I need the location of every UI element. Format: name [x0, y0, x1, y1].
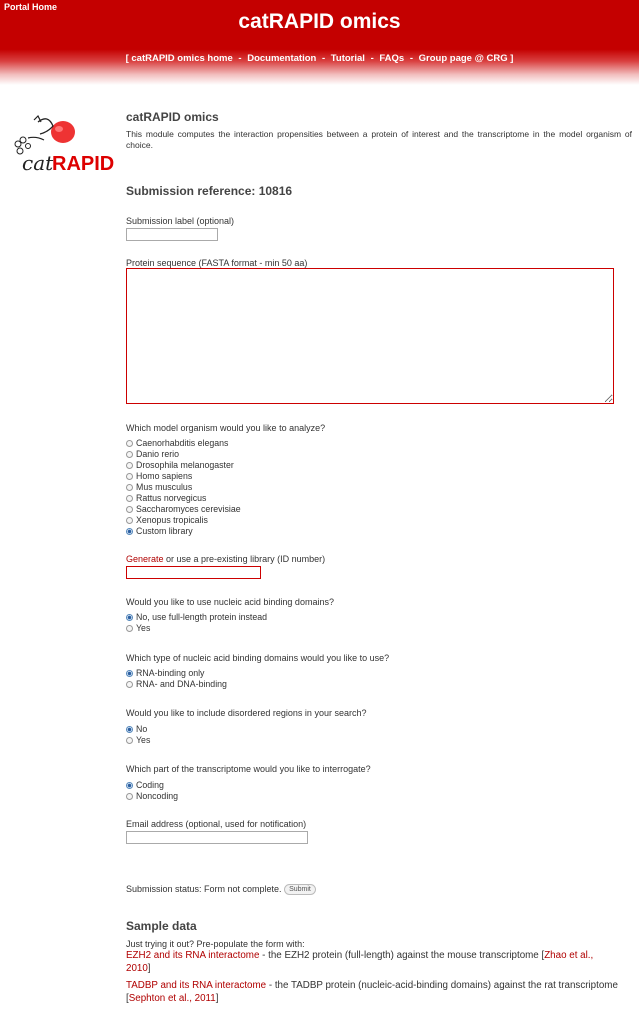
domain-type-options: [126, 668, 227, 690]
reference-link-sephton[interactable]: Sephton et al., 2011: [128, 992, 216, 1004]
sample-data-title: Sample data: [126, 919, 197, 933]
disordered-option[interactable]: [126, 735, 150, 746]
domain-type-option-label: RNA- and DNA-binding: [136, 679, 227, 689]
module-title: catRAPID omics: [126, 110, 219, 124]
nav-separator: -: [238, 53, 242, 64]
sample-item-ezh2: [126, 950, 620, 975]
organism-option[interactable]: [126, 438, 241, 449]
nav-bracket-close: ]: [510, 53, 514, 64]
sample-close-bracket: ]: [147, 962, 151, 974]
sample-desc: - the TADBP protein (nucleic-acid-binding domains) against the rat transcriptome [: [126, 980, 618, 1004]
nucleic-domains-option[interactable]: [126, 623, 267, 634]
sample-desc: - the EZH2 protein (full-length) against the mouse transcriptome [: [259, 950, 545, 961]
organism-option-selected[interactable]: [126, 526, 241, 537]
sample-data-intro: Just trying it out? Pre-populate the form with:: [126, 939, 305, 949]
organism-option[interactable]: [126, 471, 241, 482]
transcriptome-option-selected[interactable]: [126, 780, 178, 791]
nav-link-group-page[interactable]: Group page @ CRG: [418, 53, 508, 64]
reference-link-zhao[interactable]: Zhao et al., 2010: [126, 950, 594, 974]
radio-button-selected[interactable]: [126, 614, 133, 621]
logo-text-cat: cat: [22, 151, 54, 174]
radio-button[interactable]: [126, 517, 133, 524]
disordered-option-selected[interactable]: [126, 724, 150, 735]
radio-button[interactable]: [126, 451, 133, 458]
radio-button-selected[interactable]: [126, 670, 133, 677]
domain-type-option-selected[interactable]: [126, 668, 227, 679]
organism-option[interactable]: [126, 504, 241, 515]
radio-button[interactable]: [126, 737, 133, 744]
submission-label-caption: Submission label (optional): [126, 216, 235, 226]
nav-link-faqs[interactable]: FAQs: [379, 53, 405, 64]
radio-button[interactable]: [126, 495, 133, 502]
organism-option-label: Rattus norvegicus: [136, 493, 207, 503]
organism-option-label: Drosophila melanogaster: [136, 460, 234, 470]
radio-button-selected[interactable]: [126, 528, 133, 535]
submission-status: [126, 884, 316, 895]
submit-button[interactable]: Submit: [284, 884, 316, 895]
organism-option-label: Xenopus tropicalis: [136, 515, 208, 525]
radio-button-selected[interactable]: [126, 726, 133, 733]
disordered-options: [126, 724, 150, 746]
organism-option-label: Homo sapiens: [136, 471, 193, 481]
nav-link-home[interactable]: catRAPID omics home: [131, 53, 233, 64]
nucleic-domains-options: [126, 612, 267, 634]
radio-button-selected[interactable]: [126, 782, 133, 789]
catrapid-logo-graphic: [8, 112, 114, 174]
organism-option-label: Caenorhabditis elegans: [136, 438, 229, 448]
radio-button[interactable]: [126, 473, 133, 480]
organism-option[interactable]: [126, 482, 241, 493]
library-caption: [126, 554, 325, 564]
radio-button[interactable]: [126, 793, 133, 800]
radio-button[interactable]: [126, 462, 133, 469]
disordered-option-label: Yes: [136, 735, 151, 745]
nucleic-domains-option-label: No, use full-length protein instead: [136, 612, 268, 622]
sample-item-tadbp: [126, 980, 620, 1005]
radio-button[interactable]: [126, 440, 133, 447]
disordered-question: Would you like to include disordered regions in your search?: [126, 708, 367, 718]
organism-option[interactable]: [126, 460, 241, 471]
transcriptome-option-label: Coding: [136, 780, 164, 790]
organism-option[interactable]: [126, 449, 241, 460]
organism-option-label: Saccharomyces cerevisiae: [136, 504, 241, 514]
radio-button[interactable]: [126, 625, 133, 632]
radio-button[interactable]: [126, 506, 133, 513]
nucleic-domains-option-selected[interactable]: [126, 612, 267, 623]
top-navigation: [0, 53, 639, 64]
email-input[interactable]: [126, 831, 308, 844]
module-description: This module computes the interaction propensities between a protein of interest and the transcriptome in the model organism of choice.: [126, 129, 632, 150]
sample-close-bracket: ]: [215, 992, 219, 1004]
sample-link-ezh2[interactable]: EZH2 and its RNA interactome: [126, 950, 260, 961]
transcriptome-option-label: Noncoding: [136, 791, 179, 801]
nav-separator: -: [321, 53, 326, 64]
domain-type-option-label: RNA-binding only: [136, 668, 205, 678]
nucleic-domains-question: Would you like to use nucleic acid binding domains?: [126, 597, 334, 607]
protein-sequence-textarea[interactable]: [126, 268, 614, 404]
protein-sequence-caption: Protein sequence (FASTA format - min 50 aa): [126, 258, 308, 268]
radio-button[interactable]: [126, 681, 133, 688]
nav-separator: -: [409, 53, 414, 64]
organism-options: [126, 438, 241, 537]
nav-separator: -: [370, 53, 374, 64]
organism-option[interactable]: [126, 493, 241, 504]
organism-option[interactable]: [126, 515, 241, 526]
radio-button[interactable]: [126, 484, 133, 491]
library-id-input[interactable]: [126, 566, 261, 579]
generate-library-link[interactable]: Generate: [126, 554, 164, 564]
organism-option-label: Custom library: [136, 526, 193, 536]
nav-bracket-open: [: [125, 53, 129, 64]
library-caption-text: or use a pre-existing library (ID number): [163, 554, 326, 564]
nucleic-domains-option-label: Yes: [136, 623, 151, 633]
organism-option-label: Mus musculus: [136, 482, 193, 492]
submission-reference: Submission reference: 10816: [126, 184, 293, 198]
disordered-option-label: No: [136, 724, 148, 734]
logo-text-rapid: RAPID: [52, 153, 114, 174]
domain-type-option[interactable]: [126, 679, 227, 690]
organism-option-label: Danio rerio: [136, 449, 180, 459]
submission-status-text: Submission status: Form not complete.: [126, 884, 282, 894]
site-title: catRAPID omics: [238, 10, 401, 33]
transcriptome-question: Which part of the transcriptome would you like to interrogate?: [126, 764, 371, 774]
email-caption: Email address (optional, used for notification): [126, 819, 307, 829]
main-content: [126, 110, 632, 1004]
page-header: [0, 0, 639, 85]
transcriptome-option[interactable]: [126, 791, 178, 802]
submission-label-input[interactable]: [126, 228, 218, 241]
portal-home-link[interactable]: Portal Home: [4, 2, 58, 12]
nav-link-tutorial[interactable]: Tutorial: [330, 53, 365, 64]
organism-question: Which model organism would you like to analyze?: [126, 423, 326, 433]
domain-type-question: Which type of nucleic acid binding domains would you like to use?: [126, 653, 390, 663]
nav-link-documentation[interactable]: Documentation: [247, 53, 317, 64]
sample-link-tadbp[interactable]: TADBP and its RNA interactome: [126, 980, 267, 991]
catrapid-logo: [8, 112, 114, 174]
transcriptome-options: [126, 780, 178, 802]
